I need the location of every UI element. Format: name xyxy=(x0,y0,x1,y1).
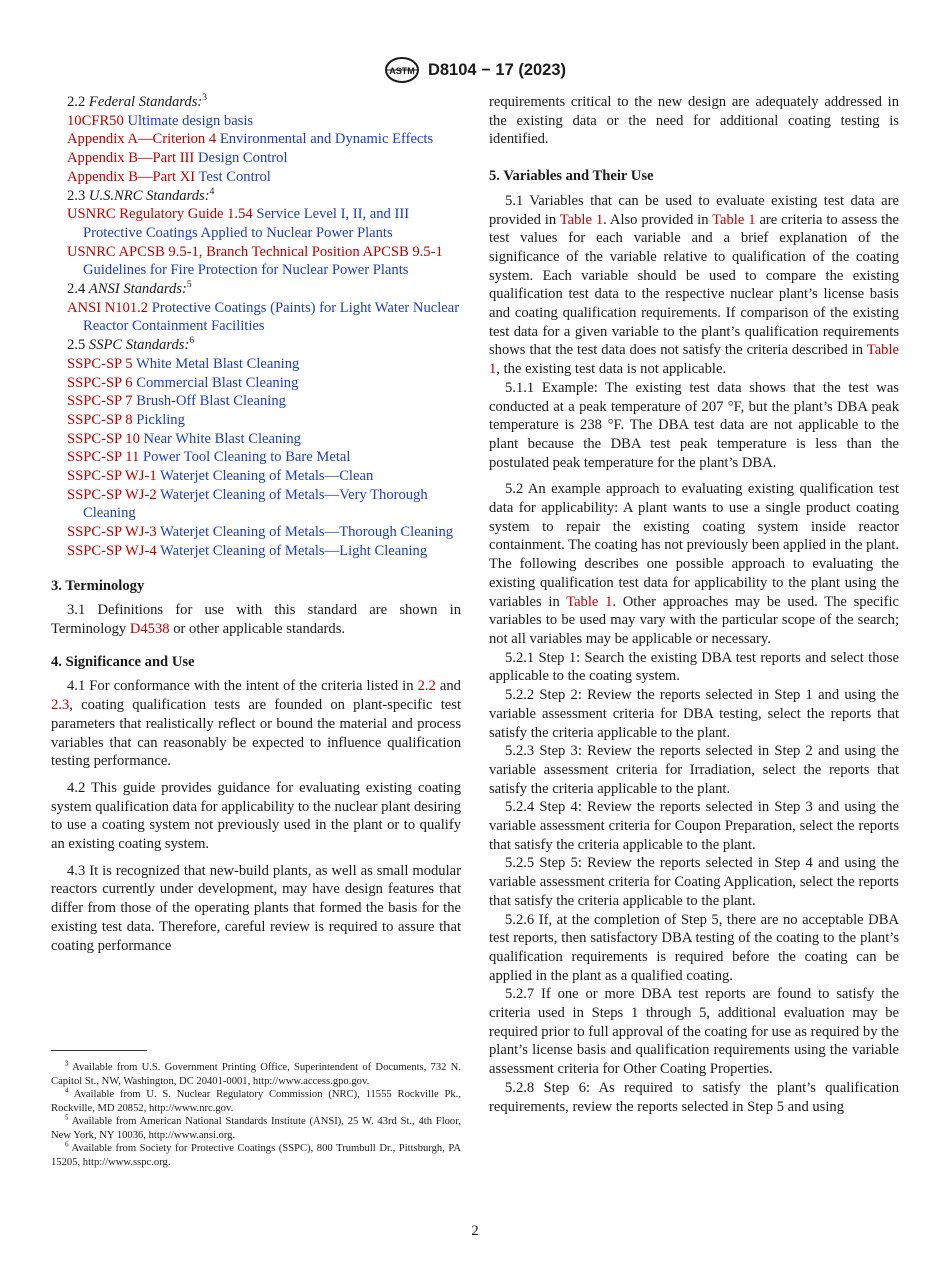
reference-item xyxy=(51,411,461,430)
reference-item xyxy=(51,168,461,187)
reference-item xyxy=(51,355,461,374)
reference-code[interactable]: SSPC-SP 8 xyxy=(67,411,133,428)
ansi-standards-list xyxy=(51,299,461,336)
reference-title[interactable]: White Metal Blast Cleaning xyxy=(135,355,300,372)
section-2-5-heading: 2.5 SSPC Standards:$^6$ xyxy=(67,336,195,354)
page-number: 2 xyxy=(471,1223,479,1239)
reference-item xyxy=(51,523,461,542)
footnote-number: 5 xyxy=(65,1113,69,1122)
link-section-2-2[interactable]: 2.2 xyxy=(417,678,436,695)
footnote-number: 6 xyxy=(65,1140,69,1149)
link-table-1[interactable]: Table 1 xyxy=(566,593,613,610)
paragraph-5-2-6: 5.2.6 If, at the completion of Step 5, there are no acceptable DBA test reports, then satisfactory DBA testing of the coating to the plant’s qualification requirements is required before the coating can be applied in the plant as a qualified coating. xyxy=(489,911,899,984)
reference-code[interactable]: SSPC-SP 11 xyxy=(67,449,140,466)
link-section-2-3[interactable]: 2.3 xyxy=(51,697,70,714)
paragraph-5-2-1: 5.2.1 Step 1: Search the existing DBA test reports and select those applicable to the coating system. xyxy=(489,649,899,685)
footnote-number: 4 xyxy=(65,1086,69,1095)
paragraph-5-2-8: 5.2.8 Step 6: As required to satisfy the plant’s qualification requirements, review the reports selected in Step 5 and using xyxy=(489,1079,899,1115)
reference-code[interactable]: 10CFR50 xyxy=(67,112,124,129)
footnote-text: Available from U. S. Nuclear Regulatory Commission (NRC), 11555 Rockville Pk., Rockville, MD 20852, http://www.nrc.gov. xyxy=(51,1089,461,1114)
footnote-text: Available from U.S. Government Printing Office, Superintendent of Documents, 732 N. Capitol St., NW, Washington, DC 20401-0001, http://www.access.gpo.gov. xyxy=(51,1062,461,1087)
paragraph-4-2: 4.2 This guide provides guidance for evaluating existing coating system qualification data for applicability to the nuclear plant desiring to use a coating system not previously used in the plant or to qualify an existing coating system. xyxy=(51,779,461,853)
page-header xyxy=(0,56,950,84)
section-3-heading: 3. Terminology xyxy=(51,577,145,594)
footnote xyxy=(51,1115,461,1142)
paragraph-4-1: 4.1 For conformance with the intent of the criteria listed in 2.2 and 2.3, coating qualification tests are founded on plant-specific test parameters that realistically reflect or bound the material and process variables that can reasonably be expected to influence qualification testing performance. xyxy=(51,678,461,770)
paragraph-5-2-7: 5.2.7 If one or more DBA test reports are found to satisfy the criteria used in Steps 1 through 5, additional evaluation may be required prior to full approval of the coating for use as required by the plant’s license basis and qualification requirements using the variable assessment criteria for Other Coating Properties. xyxy=(489,986,899,1078)
reference-item xyxy=(51,205,461,242)
paragraph-5-2-5: 5.2.5 Step 5: Review the reports selected in Step 4 and using the variable assessment criteria for Coating Application, select the reports that satisfy the criteria applicable to the plant. xyxy=(489,855,899,909)
reference-title[interactable]: Waterjet Cleaning of Metals—Very Thorough Cleaning xyxy=(83,486,428,522)
paragraph-4-3-continued: requirements critical to the new design are adequately addressed in the existing data or the need for additional coating testing is identified. xyxy=(489,94,899,148)
reference-title[interactable]: Waterjet Cleaning of Metals—Light Cleaning xyxy=(160,542,428,559)
footnotes xyxy=(51,1050,461,1169)
reference-item xyxy=(51,448,461,467)
footnote-text: Available from American National Standards Institute (ANSI), 25 W. 43rd St., 4th Floor, New York, NY 10036, http://www.ansi.org. xyxy=(51,1116,461,1141)
reference-code[interactable]: SSPC-SP 6 xyxy=(67,374,133,391)
reference-code[interactable]: SSPC-SP 7 xyxy=(67,393,133,410)
reference-item xyxy=(51,542,461,561)
footnote xyxy=(51,1142,461,1169)
paragraph-5-2-4: 5.2.4 Step 4: Review the reports selected in Step 3 and using the variable assessment criteria for Coupon Preparation, select the reports that satisfy the criteria applicable to the plant. xyxy=(489,799,899,853)
reference-item xyxy=(51,374,461,393)
paragraph-5-2-2: 5.2.2 Step 2: Review the reports selected in Step 1 and using the variable assessment criteria for DBA testing, select the reports that satisfy the criteria applicable to the plant. xyxy=(489,687,899,741)
section-2-4-heading: 2.4 ANSI Standards:$^5$ xyxy=(67,280,192,298)
reference-code[interactable]: Appendix A—Criterion 4 xyxy=(67,131,217,148)
reference-item xyxy=(51,392,461,411)
svg-text:ASTM: ASTM xyxy=(389,66,415,76)
reference-title[interactable]: Guidelines for Fire Protection for Nuclear Power Plants xyxy=(83,262,409,279)
reference-title[interactable]: Test Control xyxy=(198,168,271,185)
reference-item xyxy=(51,149,461,168)
section-2-2-heading: 2.2 Federal Standards:$^3$ xyxy=(67,93,208,110)
link-table-1[interactable]: Table 1 xyxy=(712,211,756,228)
paragraph-3-1: 3.1 Definitions for use with this standard are shown in Terminology D4538 or other applicable standards. xyxy=(51,602,461,637)
federal-standards-list xyxy=(51,112,461,187)
paragraph-4-3: 4.3 It is recognized that new-build plants, as well as small modular reactors currently under development, may have design features that differ from those of the operating plants that formed the basis for the existing test data. Therefore, careful review is required to assure that coating performance xyxy=(51,862,461,954)
reference-title[interactable]: Pickling xyxy=(136,411,185,428)
reference-title[interactable]: Commercial Blast Cleaning xyxy=(136,374,299,391)
paragraph-5-1-1: 5.1.1 Example: The existing test data shows that the test was conducted at a peak temperature of 207 °F, but the plant’s DBA peak temperature is 238 °F. The DBA test data are not applicable to the plant because the DBA test peak temperature is less than the postulated peak temperature for the plant’s DBA. xyxy=(489,379,899,471)
nrc-standards-list xyxy=(51,205,461,280)
reference-title[interactable]: Service Level I, II, and III Protective Coatings Applied to Nuclear Power Plants xyxy=(83,206,410,241)
reference-item xyxy=(51,467,461,486)
reference-title[interactable]: Near White Blast Cleaning xyxy=(143,430,301,447)
left-column xyxy=(51,93,461,955)
reference-code[interactable]: SSPC-SP 10 xyxy=(67,430,140,447)
footnote xyxy=(51,1088,461,1115)
reference-item xyxy=(51,243,461,280)
reference-code[interactable]: SSPC-SP WJ-4 xyxy=(67,542,157,559)
reference-item xyxy=(51,486,461,523)
reference-code[interactable]: USNRC APCSB 9.5-1, Branch Technical Position APCSB 9.5-1 xyxy=(67,243,443,260)
reference-code[interactable]: Appendix B—Part III xyxy=(67,150,195,167)
reference-code[interactable]: ANSI N101.2 xyxy=(67,299,149,316)
reference-item xyxy=(51,130,461,149)
sspc-standards-list xyxy=(51,355,461,561)
reference-code[interactable]: Appendix B—Part XI xyxy=(67,168,196,185)
reference-title[interactable]: Ultimate design basis xyxy=(127,112,254,129)
paragraph-5-2: 5.2 An example approach to evaluating existing qualification test data for applicability: A plant wants to use a single product coating system to repair the existing coating system inside reactor containment. The coating has not previously been applied in the plant. The following describes one possible approach to evaluating the existing qualification test data for applicability to the plant using the variables in Table 1. Other approaches may be used. The specific variables to be used may vary with the particular scope of the search; not all variables may be applicable or necessary. xyxy=(489,481,899,647)
link-table-1[interactable]: Table 1 xyxy=(559,211,604,228)
footnote xyxy=(51,1061,461,1088)
reference-title[interactable]: Environmental and Dynamic Effects xyxy=(219,131,434,148)
reference-code[interactable]: SSPC-SP WJ-3 xyxy=(67,524,157,541)
reference-title[interactable]: Power Tool Cleaning to Bare Metal xyxy=(143,449,351,466)
section-2-3-heading: 2.3 U.S.NRC Standards:$^4$ xyxy=(67,186,215,204)
link-d4538[interactable]: D4538 xyxy=(129,620,170,637)
reference-title[interactable]: Protective Coatings (Paints) for Light Water Nuclear Reactor Containment Facilities xyxy=(83,299,460,335)
link-table-1[interactable]: Table 1 xyxy=(489,342,899,378)
section-4-heading: 4. Significance and Use xyxy=(51,653,195,670)
reference-title[interactable]: Design Control xyxy=(197,150,288,167)
reference-title[interactable]: Waterjet Cleaning of Metals—Thorough Cleaning xyxy=(160,524,454,541)
footnote-text: Available from Society for Protective Coatings (SSPC), 800 Trumbull Dr., Pittsburgh, PA 15205, http://www.sspc.org. xyxy=(51,1143,461,1168)
astm-logo-icon xyxy=(384,56,420,84)
paragraph-5-1: 5.1 Variables that can be used to evaluate existing test data are provided in Table 1. Also provided in Table 1 are criteria to assess the test values for each variable and a brief explanation of the significance of the variable relative to qualification of the coating system. Each variable should be used to compare the existing qualification test data to the respective nuclear plant’s license basis and coating qualification requirements. If comparison of the existing test data for a given variable to the plant’s qualification requirements shows that the test data does not satisfy the criteria described in Table 1, the existing test data is not applicable. xyxy=(489,192,900,378)
reference-title[interactable]: Brush-Off Blast Cleaning xyxy=(136,393,286,410)
footnote-number: 3 xyxy=(65,1059,69,1068)
reference-code[interactable]: SSPC-SP 5 xyxy=(67,355,133,372)
right-column xyxy=(489,93,899,1116)
reference-code[interactable]: USNRC Regulatory Guide 1.54 xyxy=(67,206,253,223)
reference-title[interactable]: Waterjet Cleaning of Metals—Clean xyxy=(160,468,374,485)
reference-item xyxy=(51,430,461,449)
reference-code[interactable]: SSPC-SP WJ-1 xyxy=(67,468,157,485)
footnote-divider xyxy=(51,1050,147,1051)
document-designation: D8104 − 17 (2023) xyxy=(427,60,567,79)
reference-code[interactable]: SSPC-SP WJ-2 xyxy=(67,486,157,503)
section-5-heading: 5. Variables and Their Use xyxy=(489,168,654,185)
reference-item xyxy=(51,299,461,336)
paragraph-5-2-3: 5.2.3 Step 3: Review the reports selected in Step 2 and using the variable assessment criteria for Irradiation, select the reports that satisfy the criteria applicable to the plant. xyxy=(489,743,899,797)
reference-item xyxy=(51,112,461,131)
